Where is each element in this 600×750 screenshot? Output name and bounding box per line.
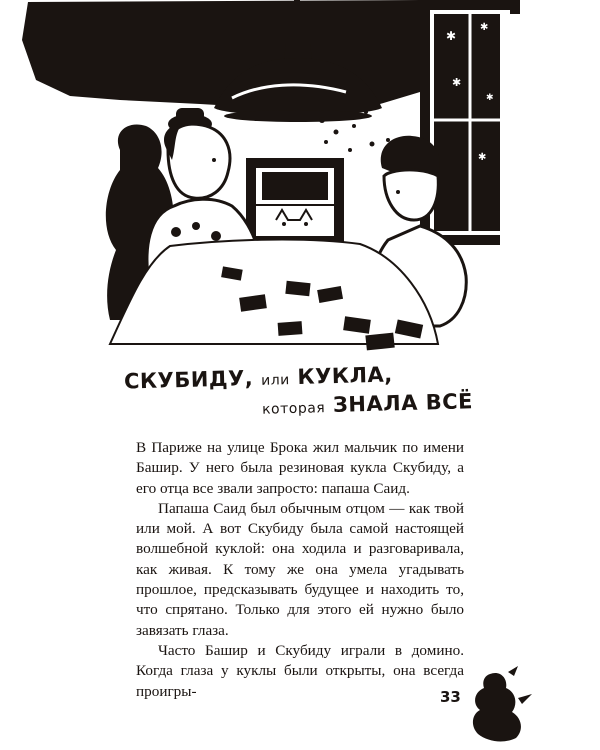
paragraph: В Париже на улице Брока жил мальчик по имени Башир. У него была резиновая кукла Скубиду, а его отца все звали запросто: папаша Саид.	[136, 439, 464, 497]
chapter-title-line-2	[262, 389, 474, 419]
title-or: или	[260, 372, 290, 389]
svg-text:✱: ✱	[486, 92, 494, 102]
corner-silhouette	[458, 664, 538, 744]
window	[420, 0, 536, 254]
title-part-3: ЗНАЛА ВСЁ	[332, 389, 474, 417]
chapter-title	[0, 362, 600, 422]
title-which: которая	[261, 400, 326, 418]
cat-box	[246, 158, 344, 242]
svg-text:✱: ✱	[452, 77, 462, 89]
svg-text:✱: ✱	[446, 29, 457, 43]
svg-text:✱: ✱	[480, 22, 489, 33]
page-number: 33	[440, 688, 461, 706]
chapter-illustration	[0, 0, 600, 360]
paragraph: Папаша Саид был обычным отцом — как твой или мой. А вот Скубиду была самой настоящей волшебной куклой: она ходила и разговаривала, как живая. К тому же она умела угадывать прошлое, предсказывать будущее и находить то, что спрятано. Только для этого ей нужно было завязать глаза.	[136, 499, 464, 639]
paragraph: Часто Башир и Скубиду играли в домино. Когда глаза у куклы были открыты, она всегда проигры-	[136, 641, 464, 700]
body-text	[136, 438, 464, 702]
chapter-title-line-1	[124, 362, 393, 393]
title-part-2: КУКЛА,	[297, 362, 393, 389]
title-part-1: СКУБИДУ,	[123, 366, 254, 394]
svg-text:✱: ✱	[478, 152, 487, 163]
